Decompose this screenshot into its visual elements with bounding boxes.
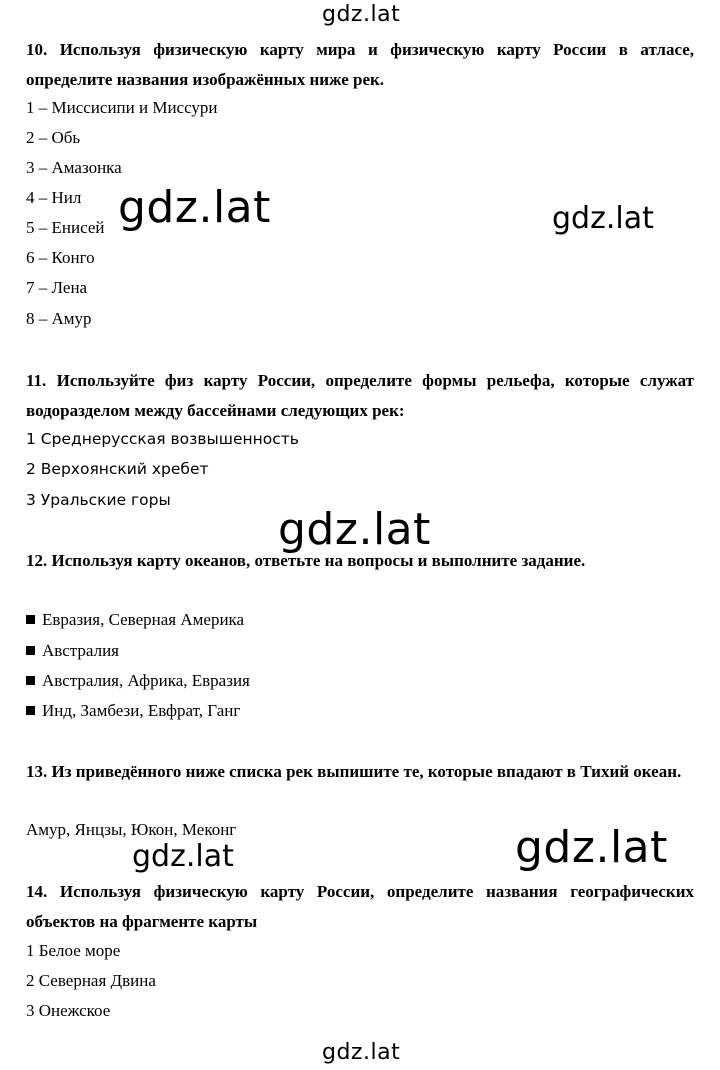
bullet-square-icon — [26, 706, 35, 715]
watermark-medium: gdz.lat — [132, 839, 234, 874]
answer-text: Евразия, Северная Америка — [42, 610, 245, 629]
answer-line — [26, 666, 250, 696]
watermark-large: gdz.lat — [118, 182, 271, 233]
answer-line: 4 – Нил — [26, 188, 82, 207]
question-14: 14. Используя физическую карту России, определите названия географических объектов на фрагменте карты — [26, 882, 694, 931]
question-12: 12. Используя карту океанов, ответьте на вопросы и выполните задание. — [26, 551, 586, 570]
watermark-medium: gdz.lat — [552, 201, 654, 236]
bullet-square-icon — [26, 676, 35, 685]
answer-line: 2 Северная Двина — [26, 971, 156, 990]
answer-line: 8 – Амур — [26, 309, 92, 328]
watermark-large: gdz.lat — [278, 504, 431, 555]
watermark-top: gdz.lat — [322, 2, 401, 27]
answer-line — [26, 636, 119, 666]
question-10: 10. Используя физическую карту мира и физическую карту России в атласе, определите названия изображённых ниже рек. — [26, 40, 694, 89]
question-11: 11. Используйте физ карту России, определите формы рельефа, которые служат водоразделом между бассейнами следующих рек: — [26, 371, 694, 420]
answer-text: Австралия, Африка, Евразия — [42, 671, 250, 690]
answer-line: 3 Уральские горы — [26, 491, 171, 509]
answer-line: 1 – Миссисипи и Миссури — [26, 98, 218, 117]
answer-text: Австралия — [42, 641, 119, 660]
watermark-bottom: gdz.lat — [322, 1040, 401, 1065]
answer-line: 7 – Лена — [26, 278, 88, 297]
answer-text: Инд, Замбези, Евфрат, Ганг — [42, 701, 241, 720]
bullet-square-icon — [26, 646, 35, 655]
bullet-square-icon — [26, 615, 35, 624]
answer-line — [26, 605, 244, 635]
watermark-large: gdz.lat — [515, 822, 668, 873]
answer-line: 1 Белое море — [26, 941, 121, 960]
answer-line: 3 – Амазонка — [26, 158, 122, 177]
answer-line: Амур, Янцзы, Юкон, Меконг — [26, 820, 237, 839]
question-13: 13. Из приведённого ниже списка рек выпишите те, которые впадают в Тихий океан. — [26, 762, 682, 781]
answer-line: 3 Онежское — [26, 1001, 111, 1020]
answer-line: 2 – Обь — [26, 128, 81, 147]
answer-line: 5 – Енисей — [26, 218, 105, 237]
answer-line: 1 Среднерусская возвышенность — [26, 430, 299, 448]
answer-line: 6 – Конго — [26, 248, 95, 267]
answer-line — [26, 696, 240, 726]
answer-line: 2 Верхоянский хребет — [26, 460, 209, 478]
